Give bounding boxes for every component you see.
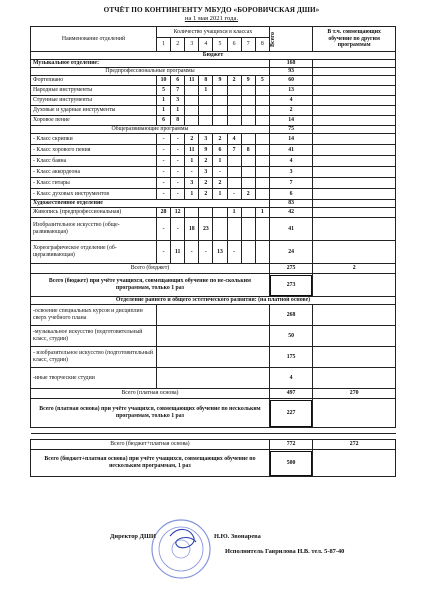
class-cell: 12	[171, 208, 185, 218]
row-name: -освоение специальных курсов и дисциплин сверх учебного плана	[31, 305, 157, 326]
class-cell	[255, 241, 269, 264]
combined-cell	[313, 326, 396, 347]
class-cell: 3	[171, 96, 185, 106]
class-cell	[241, 156, 255, 167]
header-class-6: 6	[227, 38, 241, 52]
total-combined: 270	[313, 389, 396, 399]
class-cell: -	[157, 145, 171, 156]
table-row	[31, 156, 396, 167]
class-cell: 3	[185, 178, 199, 189]
class-cell	[255, 145, 269, 156]
class-cell: 7	[171, 86, 185, 96]
director-name: Н.Ю. Звонарева	[213, 533, 261, 540]
header-class-4: 4	[199, 38, 213, 52]
class-cell	[199, 208, 213, 218]
class-cell	[227, 86, 241, 96]
row-name: Духовые и ударные инструменты	[31, 106, 157, 116]
table-row	[31, 208, 396, 218]
class-cell	[241, 241, 255, 264]
combined-cell	[313, 156, 396, 167]
combined-cell	[313, 241, 396, 264]
class-cell	[255, 218, 269, 241]
class-cell	[241, 208, 255, 218]
class-cell	[227, 116, 241, 126]
combined-cell	[313, 96, 396, 106]
row-total: 42	[269, 208, 312, 218]
official-stamp	[150, 518, 212, 580]
class-cell	[227, 106, 241, 116]
table-row	[31, 347, 396, 368]
class-cell: 9	[199, 145, 213, 156]
combined-cell	[313, 178, 396, 189]
class-cell: 8	[199, 76, 213, 86]
class-cell: 1	[157, 96, 171, 106]
class-cell: 6	[171, 76, 185, 86]
director-title: Директор ДШИ	[110, 533, 156, 540]
class-cell	[199, 116, 213, 126]
class-cell: 10	[157, 76, 171, 86]
section-row	[31, 200, 396, 208]
class-cell	[199, 106, 213, 116]
class-cell: 2	[227, 76, 241, 86]
class-cell	[227, 178, 241, 189]
row-total: 175	[269, 347, 312, 368]
class-cell: 18	[185, 218, 199, 241]
header-class-3: 3	[185, 38, 199, 52]
class-cell	[227, 218, 241, 241]
class-cell: 8	[241, 145, 255, 156]
total-value: 772	[269, 440, 312, 450]
table-row	[31, 178, 396, 189]
total-value: 275	[269, 264, 312, 274]
class-cell	[255, 178, 269, 189]
row-total: 3	[269, 167, 312, 178]
class-cell: -	[171, 156, 185, 167]
total-combined	[313, 399, 396, 428]
row-name: - Класс гитары	[31, 178, 157, 189]
class-cell: 9	[213, 76, 227, 86]
header-class-7: 7	[241, 38, 255, 52]
class-cell	[255, 106, 269, 116]
combined-cell	[313, 200, 396, 208]
combined-cell	[313, 189, 396, 200]
row-name: - Класс баяна	[31, 156, 157, 167]
class-cell	[213, 96, 227, 106]
class-cell: -	[171, 134, 185, 145]
class-cell: 2	[199, 189, 213, 200]
class-cell	[255, 86, 269, 96]
class-cell: 1	[157, 106, 171, 116]
class-cell: -	[185, 241, 199, 264]
class-cell: -	[157, 189, 171, 200]
total-label: Всего (бюджет+платная основа)	[31, 440, 270, 450]
table-row	[31, 116, 396, 126]
class-cell: 3	[199, 167, 213, 178]
row-total: 4	[269, 156, 312, 167]
paid-section-row	[31, 297, 396, 305]
combined-cell	[313, 145, 396, 156]
class-cell: 11	[185, 145, 199, 156]
section-row	[31, 68, 396, 76]
table-row	[31, 326, 396, 347]
contingent-table	[30, 26, 396, 477]
class-cell: -	[227, 189, 241, 200]
row-name: - изобразительное искусство (подготовительный класс, студии)	[31, 347, 157, 368]
total-combined	[313, 274, 396, 297]
row-total: 50	[269, 326, 312, 347]
director-signature-line	[110, 533, 261, 540]
class-cell: 1	[227, 208, 241, 218]
total-row	[31, 450, 396, 477]
row-total: 4	[269, 96, 312, 106]
section-label: Музыкальное отделение:	[31, 60, 270, 68]
class-cell	[241, 86, 255, 96]
class-cell	[213, 86, 227, 96]
combined-cell	[313, 86, 396, 96]
class-cell	[255, 167, 269, 178]
class-cell	[185, 208, 199, 218]
class-cell	[185, 86, 199, 96]
class-cell: 1	[185, 189, 199, 200]
total-row	[31, 389, 396, 399]
class-cell	[227, 156, 241, 167]
class-cell: -	[171, 167, 185, 178]
class-cell: -	[171, 189, 185, 200]
combined-cell	[313, 126, 396, 134]
row-total: 41	[269, 145, 312, 156]
row-name: Струнные инструменты	[31, 96, 157, 106]
class-cell: 2	[199, 156, 213, 167]
combined-cell	[313, 60, 396, 68]
class-cell: -	[213, 167, 227, 178]
class-cell	[241, 134, 255, 145]
combined-cell	[313, 167, 396, 178]
table-row	[31, 167, 396, 178]
row-total: 7	[269, 178, 312, 189]
class-cell: 6	[157, 116, 171, 126]
class-cell	[213, 208, 227, 218]
class-cell: 1	[185, 156, 199, 167]
row-name: Хоровое пение	[31, 116, 157, 126]
total-row	[31, 440, 396, 450]
class-cell	[241, 116, 255, 126]
total-combined	[313, 450, 396, 477]
class-cell: 7	[227, 145, 241, 156]
row-total: 60	[269, 76, 312, 86]
total-label: Всего (бюджет)	[31, 264, 270, 274]
total-value: 497	[269, 389, 312, 399]
class-cell	[255, 189, 269, 200]
table-row	[31, 134, 396, 145]
combined-cell	[313, 305, 396, 326]
row-name: Фортепиано	[31, 76, 157, 86]
class-cell	[255, 156, 269, 167]
class-cell	[227, 96, 241, 106]
combined-cell	[313, 68, 396, 76]
combined-cell	[313, 347, 396, 368]
report-date: на 1 мая 2021 года.	[184, 15, 239, 22]
table-row	[31, 145, 396, 156]
total-value: 500	[269, 450, 312, 477]
section-label: Художественное отделение	[31, 200, 270, 208]
class-cell: -	[185, 167, 199, 178]
total-label: Всего (бюджет) при учёте учащихся, совмещающих обучение по не-скольким программам, только 1 раз	[31, 274, 270, 297]
class-cell	[255, 96, 269, 106]
table-row	[31, 76, 396, 86]
class-cell: -	[157, 134, 171, 145]
class-cell	[185, 116, 199, 126]
class-cell: 1	[213, 156, 227, 167]
row-total: 2	[269, 106, 312, 116]
class-cell: 1	[171, 106, 185, 116]
class-cell	[241, 106, 255, 116]
row-total: 41	[269, 218, 312, 241]
row-total: 6	[269, 189, 312, 200]
section-label: Общеразвивающие программы	[31, 126, 270, 134]
total-combined: 272	[313, 440, 396, 450]
header-combined: В т.ч. совмещающих обучение по другим программам	[313, 27, 396, 52]
class-cell	[185, 106, 199, 116]
header-class-5: 5	[213, 38, 227, 52]
row-total: 24	[269, 241, 312, 264]
row-total: 4	[269, 368, 312, 389]
table-row	[31, 86, 396, 96]
class-cell: 1	[199, 86, 213, 96]
combined-cell	[313, 368, 396, 389]
header-classes: Количество учащихся в классах	[157, 27, 270, 38]
section-row	[31, 60, 396, 68]
class-cell	[241, 96, 255, 106]
section-total: 93	[269, 68, 312, 76]
class-cell	[185, 96, 199, 106]
class-cell: 1	[255, 208, 269, 218]
section-label: Предпрофессиональные программы	[31, 68, 270, 76]
row-name: -музыкальное искусство (подготовительный класс, студии)	[31, 326, 157, 347]
class-cell: -	[171, 218, 185, 241]
total-row	[31, 399, 396, 428]
combined-cell	[313, 208, 396, 218]
header-name: Наименование отделений	[31, 27, 157, 52]
class-cell: -	[157, 241, 171, 264]
table-row	[31, 305, 396, 326]
combined-cell	[313, 106, 396, 116]
row-total: 268	[269, 305, 312, 326]
header-class-2: 2	[171, 38, 185, 52]
table-row	[31, 368, 396, 389]
row-name: - Класс аккордеона	[31, 167, 157, 178]
section-total: 75	[269, 126, 312, 134]
header-class-1: 1	[157, 38, 171, 52]
row-total: 13	[269, 86, 312, 96]
class-cell: 2	[185, 134, 199, 145]
section-row	[31, 126, 396, 134]
total-value: 273	[269, 274, 312, 297]
section-total: 168	[269, 60, 312, 68]
row-total: 14	[269, 116, 312, 126]
class-cell: 2	[213, 178, 227, 189]
class-cell	[199, 96, 213, 106]
class-cell: -	[171, 145, 185, 156]
row-name: - Класс скрипки	[31, 134, 157, 145]
class-cell: 3	[199, 134, 213, 145]
executor-line: Исполнитель Гаврилова Н.В. тел. 5-87-40	[225, 548, 345, 555]
total-label: Всего (платная основа)	[31, 389, 270, 399]
row-name: Живопись (предпрофессиональная)	[31, 208, 157, 218]
class-cell	[255, 116, 269, 126]
class-cell: 9	[241, 76, 255, 86]
class-cell: -	[157, 156, 171, 167]
class-cell: -	[157, 178, 171, 189]
class-cell: 6	[213, 145, 227, 156]
combined-cell	[313, 218, 396, 241]
section-total: 83	[269, 200, 312, 208]
class-cell: 13	[213, 241, 227, 264]
row-name: Хореографическое отделение (об-щеразвивающая)	[31, 241, 157, 264]
paid-section-label: Отделение раннего и общего эстетического развития: (на платной основе)	[31, 297, 396, 305]
budget-label: Бюджет	[31, 52, 396, 60]
budget-row	[31, 52, 396, 60]
combined-cell	[313, 134, 396, 145]
class-cell: -	[157, 218, 171, 241]
combined-cell	[313, 76, 396, 86]
class-cell: 1	[213, 189, 227, 200]
class-cell	[227, 167, 241, 178]
total-label: Всего (бюджет+платная основа) при учёте учащихся, совмещающих обучение по нескольким программам, 1 раз	[31, 450, 270, 477]
report-title: ОТЧЁТ ПО КОНТИНГЕНТУ МБУДО «БОРОВИЧСКАЯ ДШИ»	[103, 6, 320, 14]
class-cell: 23	[199, 218, 213, 241]
class-cell: -	[157, 167, 171, 178]
combined-cell	[313, 116, 396, 126]
class-cell: 2	[241, 189, 255, 200]
table-row	[31, 241, 396, 264]
row-name: Народные инструменты	[31, 86, 157, 96]
class-cell: 5	[157, 86, 171, 96]
class-cell	[213, 218, 227, 241]
table-row	[31, 218, 396, 241]
class-cell: -	[199, 241, 213, 264]
class-cell	[241, 218, 255, 241]
header-class-8: 8	[255, 38, 269, 52]
class-cell: 4	[227, 134, 241, 145]
table-row	[31, 189, 396, 200]
class-cell: -	[227, 241, 241, 264]
header-total: Всего	[269, 31, 276, 47]
class-cell	[241, 178, 255, 189]
row-name: -иные творческие студии	[31, 368, 157, 389]
class-cell	[213, 116, 227, 126]
class-cell: 11	[171, 241, 185, 264]
class-cell: 8	[171, 116, 185, 126]
row-total: 14	[269, 134, 312, 145]
row-name: - Класс духовых инструментов	[31, 189, 157, 200]
class-cell	[213, 106, 227, 116]
class-cell: 2	[199, 178, 213, 189]
total-row	[31, 264, 396, 274]
total-row	[31, 274, 396, 297]
class-cell	[255, 134, 269, 145]
row-name: Изобразительное искусство (обще-развивающая)	[31, 218, 157, 241]
row-name: - Класс хорового пения	[31, 145, 157, 156]
class-cell: 2	[213, 134, 227, 145]
total-combined: 2	[313, 264, 396, 274]
table-row	[31, 96, 396, 106]
table-row	[31, 106, 396, 116]
total-value: 227	[269, 399, 312, 428]
total-label: Всего (платная основа) при учёте учащихся, совмещающих обучение по нескольким программам, только 1 раз	[31, 399, 270, 428]
class-cell: 11	[185, 76, 199, 86]
class-cell: -	[171, 178, 185, 189]
class-cell: 5	[255, 76, 269, 86]
class-cell: 28	[157, 208, 171, 218]
class-cell	[241, 167, 255, 178]
